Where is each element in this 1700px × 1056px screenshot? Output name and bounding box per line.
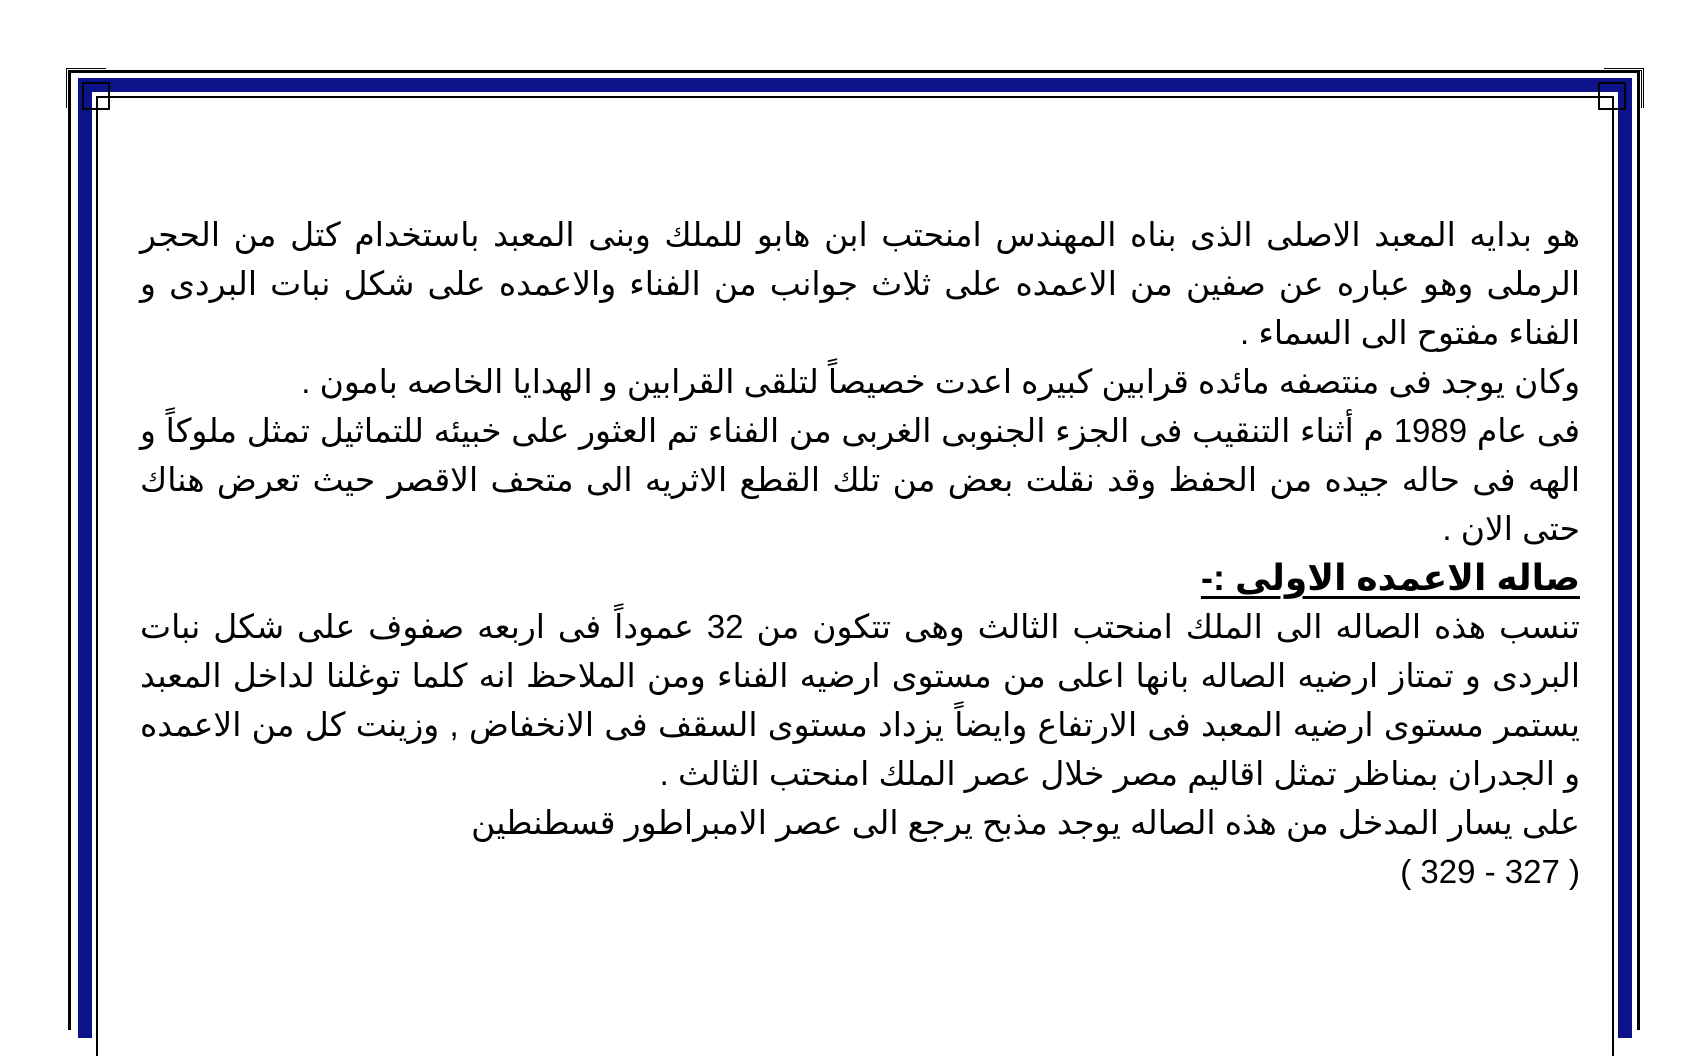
- paragraph-hypostyle-hall: تنسب هذه الصاله الى الملك امنحتب الثالث وهى تتكون من 32 عموداً فى اربعه صفوف على شكل نبات البردى و تمتاز ارضيه الصاله بانها اعلى من مستوى ارضيه الفناء ومن الملاحظ انه كلما توغلنا لداخل المعبد يستمر مستوى ارضيه المعبد فى الارتفاع وايضاً يزداد مستوى السقف فى الانخفاض , وزينت كل من الاعمده و الجدران بمناظر تمثل اقاليم مصر خلال عصر الملك امنحتب الثالث .: [140, 608, 1580, 792]
- paragraph-cache-discovery: فى عام 1989 م أثناء التنقيب فى الجزء الجنوبى الغربى من الفناء تم العثور على خبيئه للتماثيل تمثل ملوكاً و الهه فى حاله جيده من الحفظ وقد نقلت بعض من تلك القطع الاثريه الى متحف الاقصر حيث تعرض هناك حتى الان .: [140, 412, 1581, 547]
- paragraph-dates: ( 327 - 329 ): [1400, 853, 1580, 890]
- paragraph-offering-table: وكان يوجد فى منتصفه مائده قرابين كبيره اعدت خصيصاً لتلقى القرابين و الهدايا الخاصه بامون .: [301, 363, 1580, 400]
- corner-ornament-top-right: [1598, 82, 1626, 110]
- paragraph-open-court: هو بدايه المعبد الاصلى الذى بناه المهندس امنحتب ابن هابو للملك وبنى المعبد باستخدام كتل من الحجر الرملى وهو عباره عن صفين من الاعمده على ثلاث جوانب من الفناء والاعمده على شكل نبات البردى و الفناء مفتوح الى السماء .: [140, 216, 1580, 351]
- paragraph-altar: على يسار المدخل من هذه الصاله يوجد مذبح يرجع الى عصر الامبراطور قسطنطين: [471, 804, 1580, 841]
- corner-ornament-top-left: [82, 82, 110, 110]
- section-heading-first-hypostyle: صاله الاعمده الاولى :-: [1200, 557, 1580, 598]
- document-body: [140, 210, 1580, 896]
